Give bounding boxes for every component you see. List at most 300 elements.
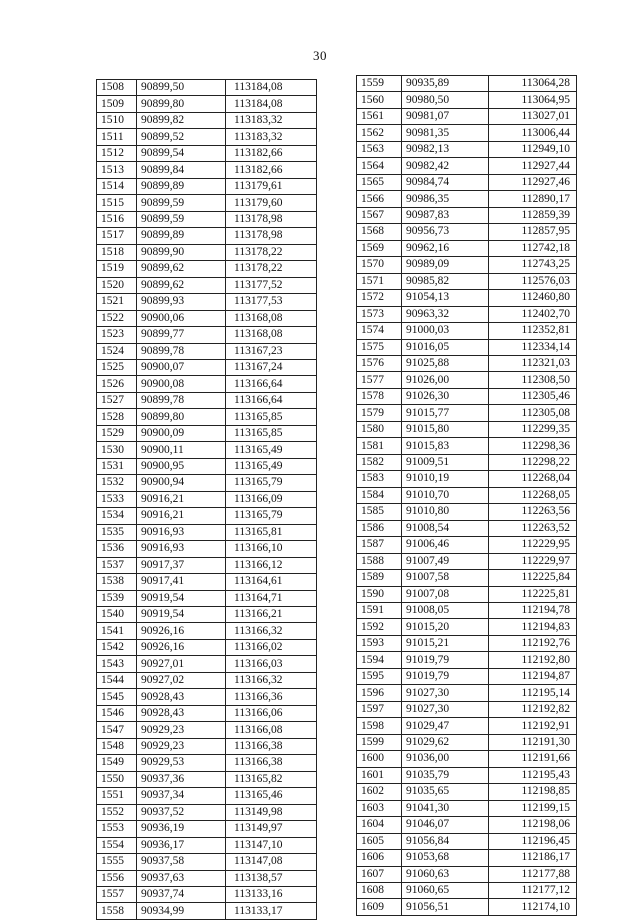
x-coordinate-cell: 91046,07 <box>402 817 489 833</box>
point-number-cell: 1572 <box>357 290 402 306</box>
x-coordinate-cell: 90937,58 <box>137 854 226 870</box>
point-number-cell: 1566 <box>357 191 402 207</box>
y-coordinate-cell: 113149,98 <box>226 804 317 820</box>
point-number-cell: 1541 <box>97 623 137 639</box>
y-coordinate-cell: 112229,97 <box>489 553 577 569</box>
x-coordinate-cell: 90981,35 <box>402 125 489 141</box>
table-row <box>97 722 317 738</box>
point-number-cell: 1578 <box>357 388 402 404</box>
x-coordinate-cell: 90900,11 <box>137 442 226 458</box>
point-number-cell: 1575 <box>357 339 402 355</box>
y-coordinate-cell: 112334,14 <box>489 339 577 355</box>
point-number-cell: 1532 <box>97 475 137 491</box>
x-coordinate-cell: 90929,23 <box>137 738 226 754</box>
table-row <box>97 491 317 507</box>
x-coordinate-cell: 91015,20 <box>402 619 489 635</box>
x-coordinate-cell: 91029,47 <box>402 718 489 734</box>
table-row <box>97 541 317 557</box>
x-coordinate-cell: 91054,13 <box>402 290 489 306</box>
table-row <box>97 277 317 293</box>
table-row <box>357 257 577 273</box>
y-coordinate-cell: 113166,08 <box>226 722 317 738</box>
table-row <box>357 438 577 454</box>
point-number-cell: 1600 <box>357 751 402 767</box>
x-coordinate-cell: 90937,52 <box>137 804 226 820</box>
point-number-cell: 1530 <box>97 442 137 458</box>
y-coordinate-cell: 112305,08 <box>489 405 577 421</box>
y-coordinate-cell: 113178,22 <box>226 244 317 260</box>
x-coordinate-cell: 90899,62 <box>137 277 226 293</box>
table-row <box>97 672 317 688</box>
x-coordinate-cell: 90936,17 <box>137 837 226 853</box>
table-row <box>97 442 317 458</box>
y-coordinate-cell: 113178,98 <box>226 228 317 244</box>
table-row <box>97 656 317 672</box>
y-coordinate-cell: 113165,85 <box>226 425 317 441</box>
x-coordinate-cell: 91060,65 <box>402 882 489 898</box>
point-number-cell: 1524 <box>97 343 137 359</box>
y-coordinate-cell: 113179,60 <box>226 195 317 211</box>
point-number-cell: 1598 <box>357 718 402 734</box>
y-coordinate-cell: 112177,12 <box>489 882 577 898</box>
point-number-cell: 1513 <box>97 162 137 178</box>
table-row <box>97 508 317 524</box>
table-row <box>357 718 577 734</box>
table-row <box>357 734 577 750</box>
x-coordinate-cell: 90899,78 <box>137 343 226 359</box>
y-coordinate-cell: 112177,88 <box>489 866 577 882</box>
point-number-cell: 1573 <box>357 306 402 322</box>
table-row <box>97 112 317 128</box>
point-number-cell: 1554 <box>97 837 137 853</box>
point-number-cell: 1565 <box>357 174 402 190</box>
point-number-cell: 1557 <box>97 886 137 902</box>
table-row <box>357 586 577 602</box>
x-coordinate-cell: 90899,50 <box>137 80 226 96</box>
y-coordinate-cell: 112857,95 <box>489 224 577 240</box>
x-coordinate-cell: 91015,21 <box>402 635 489 651</box>
point-number-cell: 1550 <box>97 771 137 787</box>
y-coordinate-cell: 113166,10 <box>226 541 317 557</box>
y-coordinate-cell: 112298,22 <box>489 454 577 470</box>
y-coordinate-cell: 112186,17 <box>489 850 577 866</box>
x-coordinate-cell: 90936,19 <box>137 821 226 837</box>
table-row <box>357 685 577 701</box>
x-coordinate-cell: 90937,34 <box>137 788 226 804</box>
table-row <box>97 162 317 178</box>
x-coordinate-cell: 90916,21 <box>137 508 226 524</box>
y-coordinate-cell: 112927,44 <box>489 158 577 174</box>
x-coordinate-cell: 90899,62 <box>137 261 226 277</box>
table-row <box>97 425 317 441</box>
y-coordinate-cell: 112299,35 <box>489 421 577 437</box>
x-coordinate-cell: 90899,82 <box>137 112 226 128</box>
x-coordinate-cell: 90899,59 <box>137 195 226 211</box>
y-coordinate-cell: 113133,16 <box>226 886 317 902</box>
point-number-cell: 1583 <box>357 471 402 487</box>
point-number-cell: 1547 <box>97 722 137 738</box>
table-row <box>357 290 577 306</box>
point-number-cell: 1538 <box>97 574 137 590</box>
point-number-cell: 1553 <box>97 821 137 837</box>
x-coordinate-cell: 90916,93 <box>137 524 226 540</box>
point-number-cell: 1521 <box>97 294 137 310</box>
x-coordinate-cell: 90899,80 <box>137 96 226 112</box>
x-coordinate-cell: 90984,74 <box>402 174 489 190</box>
y-coordinate-cell: 112949,10 <box>489 141 577 157</box>
x-coordinate-cell: 90899,89 <box>137 228 226 244</box>
y-coordinate-cell: 113168,08 <box>226 327 317 343</box>
x-coordinate-cell: 91015,77 <box>402 405 489 421</box>
x-coordinate-cell: 90899,59 <box>137 211 226 227</box>
y-coordinate-cell: 112298,36 <box>489 438 577 454</box>
table-row <box>357 652 577 668</box>
point-number-cell: 1592 <box>357 619 402 635</box>
point-number-cell: 1545 <box>97 689 137 705</box>
table-row <box>97 244 317 260</box>
x-coordinate-cell: 90982,42 <box>402 158 489 174</box>
point-number-cell: 1581 <box>357 438 402 454</box>
x-coordinate-cell: 90927,02 <box>137 672 226 688</box>
point-number-cell: 1606 <box>357 850 402 866</box>
y-coordinate-cell: 113027,01 <box>489 108 577 124</box>
table-row <box>357 339 577 355</box>
point-number-cell: 1510 <box>97 112 137 128</box>
table-row <box>97 804 317 820</box>
x-coordinate-cell: 91015,83 <box>402 438 489 454</box>
table-row <box>357 372 577 388</box>
y-coordinate-cell: 113165,82 <box>226 771 317 787</box>
point-number-cell: 1551 <box>97 788 137 804</box>
y-coordinate-cell: 112192,82 <box>489 701 577 717</box>
table-row <box>97 623 317 639</box>
point-number-cell: 1529 <box>97 425 137 441</box>
point-number-cell: 1569 <box>357 240 402 256</box>
x-coordinate-cell: 91036,00 <box>402 751 489 767</box>
x-coordinate-cell: 91056,51 <box>402 899 489 915</box>
x-coordinate-cell: 90899,52 <box>137 129 226 145</box>
x-coordinate-cell: 91027,30 <box>402 685 489 701</box>
y-coordinate-cell: 113166,36 <box>226 689 317 705</box>
x-coordinate-cell: 91019,79 <box>402 652 489 668</box>
y-coordinate-cell: 112199,15 <box>489 800 577 816</box>
y-coordinate-cell: 112191,30 <box>489 734 577 750</box>
point-number-cell: 1582 <box>357 454 402 470</box>
point-number-cell: 1607 <box>357 866 402 882</box>
table-row <box>357 553 577 569</box>
table-row <box>97 129 317 145</box>
y-coordinate-cell: 112229,95 <box>489 537 577 553</box>
y-coordinate-cell: 112196,45 <box>489 833 577 849</box>
x-coordinate-cell: 91029,62 <box>402 734 489 750</box>
y-coordinate-cell: 113178,22 <box>226 261 317 277</box>
y-coordinate-cell: 113064,28 <box>489 76 577 92</box>
point-number-cell: 1562 <box>357 125 402 141</box>
x-coordinate-cell: 90916,93 <box>137 541 226 557</box>
y-coordinate-cell: 113178,98 <box>226 211 317 227</box>
y-coordinate-cell: 113166,32 <box>226 672 317 688</box>
table-row <box>97 228 317 244</box>
y-coordinate-cell: 113184,08 <box>226 96 317 112</box>
y-coordinate-cell: 112195,43 <box>489 767 577 783</box>
y-coordinate-cell: 113183,32 <box>226 112 317 128</box>
table-row <box>97 639 317 655</box>
point-number-cell: 1558 <box>97 903 137 919</box>
table-row <box>97 376 317 392</box>
table-row <box>97 738 317 754</box>
point-number-cell: 1609 <box>357 899 402 915</box>
x-coordinate-cell: 90928,43 <box>137 689 226 705</box>
point-number-cell: 1512 <box>97 145 137 161</box>
point-number-cell: 1525 <box>97 359 137 375</box>
x-coordinate-cell: 90935,89 <box>402 76 489 92</box>
table-row <box>357 635 577 651</box>
point-number-cell: 1568 <box>357 224 402 240</box>
table-row <box>357 833 577 849</box>
table-row <box>97 145 317 161</box>
table-row <box>97 557 317 573</box>
y-coordinate-cell: 112305,46 <box>489 388 577 404</box>
y-coordinate-cell: 113133,17 <box>226 903 317 919</box>
table-row <box>357 800 577 816</box>
table-row <box>97 771 317 787</box>
point-number-cell: 1555 <box>97 854 137 870</box>
table-row <box>357 76 577 92</box>
x-coordinate-cell: 91010,70 <box>402 487 489 503</box>
x-coordinate-cell: 90900,94 <box>137 475 226 491</box>
point-number-cell: 1539 <box>97 590 137 606</box>
table-row <box>357 224 577 240</box>
point-number-cell: 1596 <box>357 685 402 701</box>
x-coordinate-cell: 90899,90 <box>137 244 226 260</box>
x-coordinate-cell: 90986,35 <box>402 191 489 207</box>
table-row <box>97 359 317 375</box>
x-coordinate-cell: 91056,84 <box>402 833 489 849</box>
y-coordinate-cell: 112321,03 <box>489 355 577 371</box>
y-coordinate-cell: 113167,23 <box>226 343 317 359</box>
point-number-cell: 1533 <box>97 491 137 507</box>
y-coordinate-cell: 112194,78 <box>489 603 577 619</box>
y-coordinate-cell: 112742,18 <box>489 240 577 256</box>
x-coordinate-cell: 90899,77 <box>137 327 226 343</box>
x-coordinate-cell: 91010,19 <box>402 471 489 487</box>
point-number-cell: 1549 <box>97 755 137 771</box>
point-number-cell: 1518 <box>97 244 137 260</box>
x-coordinate-cell: 90916,21 <box>137 491 226 507</box>
x-coordinate-cell: 91000,03 <box>402 323 489 339</box>
table-row <box>97 195 317 211</box>
table-row <box>97 755 317 771</box>
table-row <box>357 751 577 767</box>
table-row <box>97 854 317 870</box>
point-number-cell: 1603 <box>357 800 402 816</box>
point-number-cell: 1580 <box>357 421 402 437</box>
point-number-cell: 1576 <box>357 355 402 371</box>
table-row <box>97 788 317 804</box>
x-coordinate-cell: 90934,99 <box>137 903 226 919</box>
point-number-cell: 1594 <box>357 652 402 668</box>
y-coordinate-cell: 112402,70 <box>489 306 577 322</box>
point-number-cell: 1520 <box>97 277 137 293</box>
table-row <box>97 705 317 721</box>
x-coordinate-cell: 90917,41 <box>137 574 226 590</box>
x-coordinate-cell: 91008,05 <box>402 603 489 619</box>
table-row <box>357 882 577 898</box>
x-coordinate-cell: 90926,16 <box>137 623 226 639</box>
x-coordinate-cell: 91027,30 <box>402 701 489 717</box>
y-coordinate-cell: 112174,10 <box>489 899 577 915</box>
table-row <box>357 619 577 635</box>
x-coordinate-cell: 91019,79 <box>402 668 489 684</box>
point-number-cell: 1560 <box>357 92 402 108</box>
point-number-cell: 1542 <box>97 639 137 655</box>
x-coordinate-cell: 90937,74 <box>137 886 226 902</box>
point-number-cell: 1563 <box>357 141 402 157</box>
y-coordinate-cell: 113177,52 <box>226 277 317 293</box>
point-number-cell: 1536 <box>97 541 137 557</box>
x-coordinate-cell: 91015,80 <box>402 421 489 437</box>
y-coordinate-cell: 112263,56 <box>489 504 577 520</box>
point-number-cell: 1597 <box>357 701 402 717</box>
table-row <box>97 574 317 590</box>
table-row <box>357 850 577 866</box>
coordinates-table-left <box>96 79 317 920</box>
x-coordinate-cell: 90987,83 <box>402 207 489 223</box>
table-row <box>97 327 317 343</box>
x-coordinate-cell: 91060,63 <box>402 866 489 882</box>
point-number-cell: 1577 <box>357 372 402 388</box>
y-coordinate-cell: 112198,06 <box>489 817 577 833</box>
x-coordinate-cell: 90956,73 <box>402 224 489 240</box>
x-coordinate-cell: 91007,49 <box>402 553 489 569</box>
y-coordinate-cell: 113165,81 <box>226 524 317 540</box>
table-row <box>97 607 317 623</box>
x-coordinate-cell: 90899,93 <box>137 294 226 310</box>
point-number-cell: 1589 <box>357 570 402 586</box>
x-coordinate-cell: 90927,01 <box>137 656 226 672</box>
y-coordinate-cell: 112225,84 <box>489 570 577 586</box>
x-coordinate-cell: 91035,79 <box>402 767 489 783</box>
y-coordinate-cell: 113166,38 <box>226 738 317 754</box>
point-number-cell: 1588 <box>357 553 402 569</box>
point-number-cell: 1517 <box>97 228 137 244</box>
y-coordinate-cell: 113165,85 <box>226 409 317 425</box>
y-coordinate-cell: 113166,09 <box>226 491 317 507</box>
y-coordinate-cell: 113164,71 <box>226 590 317 606</box>
table-row <box>357 520 577 536</box>
table-row <box>357 174 577 190</box>
coordinates-table-right <box>356 75 577 916</box>
point-number-cell: 1570 <box>357 257 402 273</box>
x-coordinate-cell: 90900,08 <box>137 376 226 392</box>
page-number: 30 <box>313 48 327 63</box>
x-coordinate-cell: 91009,51 <box>402 454 489 470</box>
table-row <box>97 261 317 277</box>
point-number-cell: 1591 <box>357 603 402 619</box>
y-coordinate-cell: 112198,85 <box>489 784 577 800</box>
x-coordinate-cell: 91041,30 <box>402 800 489 816</box>
table-row <box>357 570 577 586</box>
point-number-cell: 1527 <box>97 392 137 408</box>
table-row <box>357 158 577 174</box>
x-coordinate-cell: 90899,84 <box>137 162 226 178</box>
point-number-cell: 1586 <box>357 520 402 536</box>
table-row <box>357 388 577 404</box>
y-coordinate-cell: 113064,95 <box>489 92 577 108</box>
y-coordinate-cell: 112352,81 <box>489 323 577 339</box>
x-coordinate-cell: 91016,05 <box>402 339 489 355</box>
table-row <box>97 178 317 194</box>
table-row <box>357 537 577 553</box>
table-row <box>357 668 577 684</box>
y-coordinate-cell: 112195,14 <box>489 685 577 701</box>
table-row <box>97 80 317 96</box>
y-coordinate-cell: 113182,66 <box>226 145 317 161</box>
y-coordinate-cell: 113166,21 <box>226 607 317 623</box>
table-row <box>357 504 577 520</box>
table-row <box>357 701 577 717</box>
x-coordinate-cell: 90929,23 <box>137 722 226 738</box>
point-number-cell: 1531 <box>97 458 137 474</box>
point-number-cell: 1601 <box>357 767 402 783</box>
table-row <box>357 471 577 487</box>
point-number-cell: 1590 <box>357 586 402 602</box>
point-number-cell: 1605 <box>357 833 402 849</box>
y-coordinate-cell: 113164,61 <box>226 574 317 590</box>
table-row <box>357 323 577 339</box>
y-coordinate-cell: 113165,49 <box>226 442 317 458</box>
x-coordinate-cell: 90900,95 <box>137 458 226 474</box>
y-coordinate-cell: 113177,53 <box>226 294 317 310</box>
x-coordinate-cell: 90937,36 <box>137 771 226 787</box>
point-number-cell: 1514 <box>97 178 137 194</box>
point-number-cell: 1522 <box>97 310 137 326</box>
table-row <box>357 125 577 141</box>
point-number-cell: 1515 <box>97 195 137 211</box>
x-coordinate-cell: 91035,65 <box>402 784 489 800</box>
y-coordinate-cell: 113166,03 <box>226 656 317 672</box>
point-number-cell: 1561 <box>357 108 402 124</box>
point-number-cell: 1523 <box>97 327 137 343</box>
y-coordinate-cell: 112194,83 <box>489 619 577 635</box>
table-row <box>97 294 317 310</box>
table-row <box>97 821 317 837</box>
table-row <box>97 458 317 474</box>
y-coordinate-cell: 113165,79 <box>226 475 317 491</box>
point-number-cell: 1585 <box>357 504 402 520</box>
point-number-cell: 1579 <box>357 405 402 421</box>
x-coordinate-cell: 90899,80 <box>137 409 226 425</box>
point-number-cell: 1571 <box>357 273 402 289</box>
x-coordinate-cell: 90900,06 <box>137 310 226 326</box>
point-number-cell: 1516 <box>97 211 137 227</box>
y-coordinate-cell: 112576,03 <box>489 273 577 289</box>
point-number-cell: 1511 <box>97 129 137 145</box>
x-coordinate-cell: 90899,89 <box>137 178 226 194</box>
x-coordinate-cell: 91007,58 <box>402 570 489 586</box>
x-coordinate-cell: 90917,37 <box>137 557 226 573</box>
y-coordinate-cell: 113147,08 <box>226 854 317 870</box>
point-number-cell: 1556 <box>97 870 137 886</box>
table-row <box>357 207 577 223</box>
y-coordinate-cell: 112192,91 <box>489 718 577 734</box>
x-coordinate-cell: 90928,43 <box>137 705 226 721</box>
x-coordinate-cell: 90929,53 <box>137 755 226 771</box>
table-row <box>357 108 577 124</box>
point-number-cell: 1567 <box>357 207 402 223</box>
point-number-cell: 1534 <box>97 508 137 524</box>
x-coordinate-cell: 90981,07 <box>402 108 489 124</box>
